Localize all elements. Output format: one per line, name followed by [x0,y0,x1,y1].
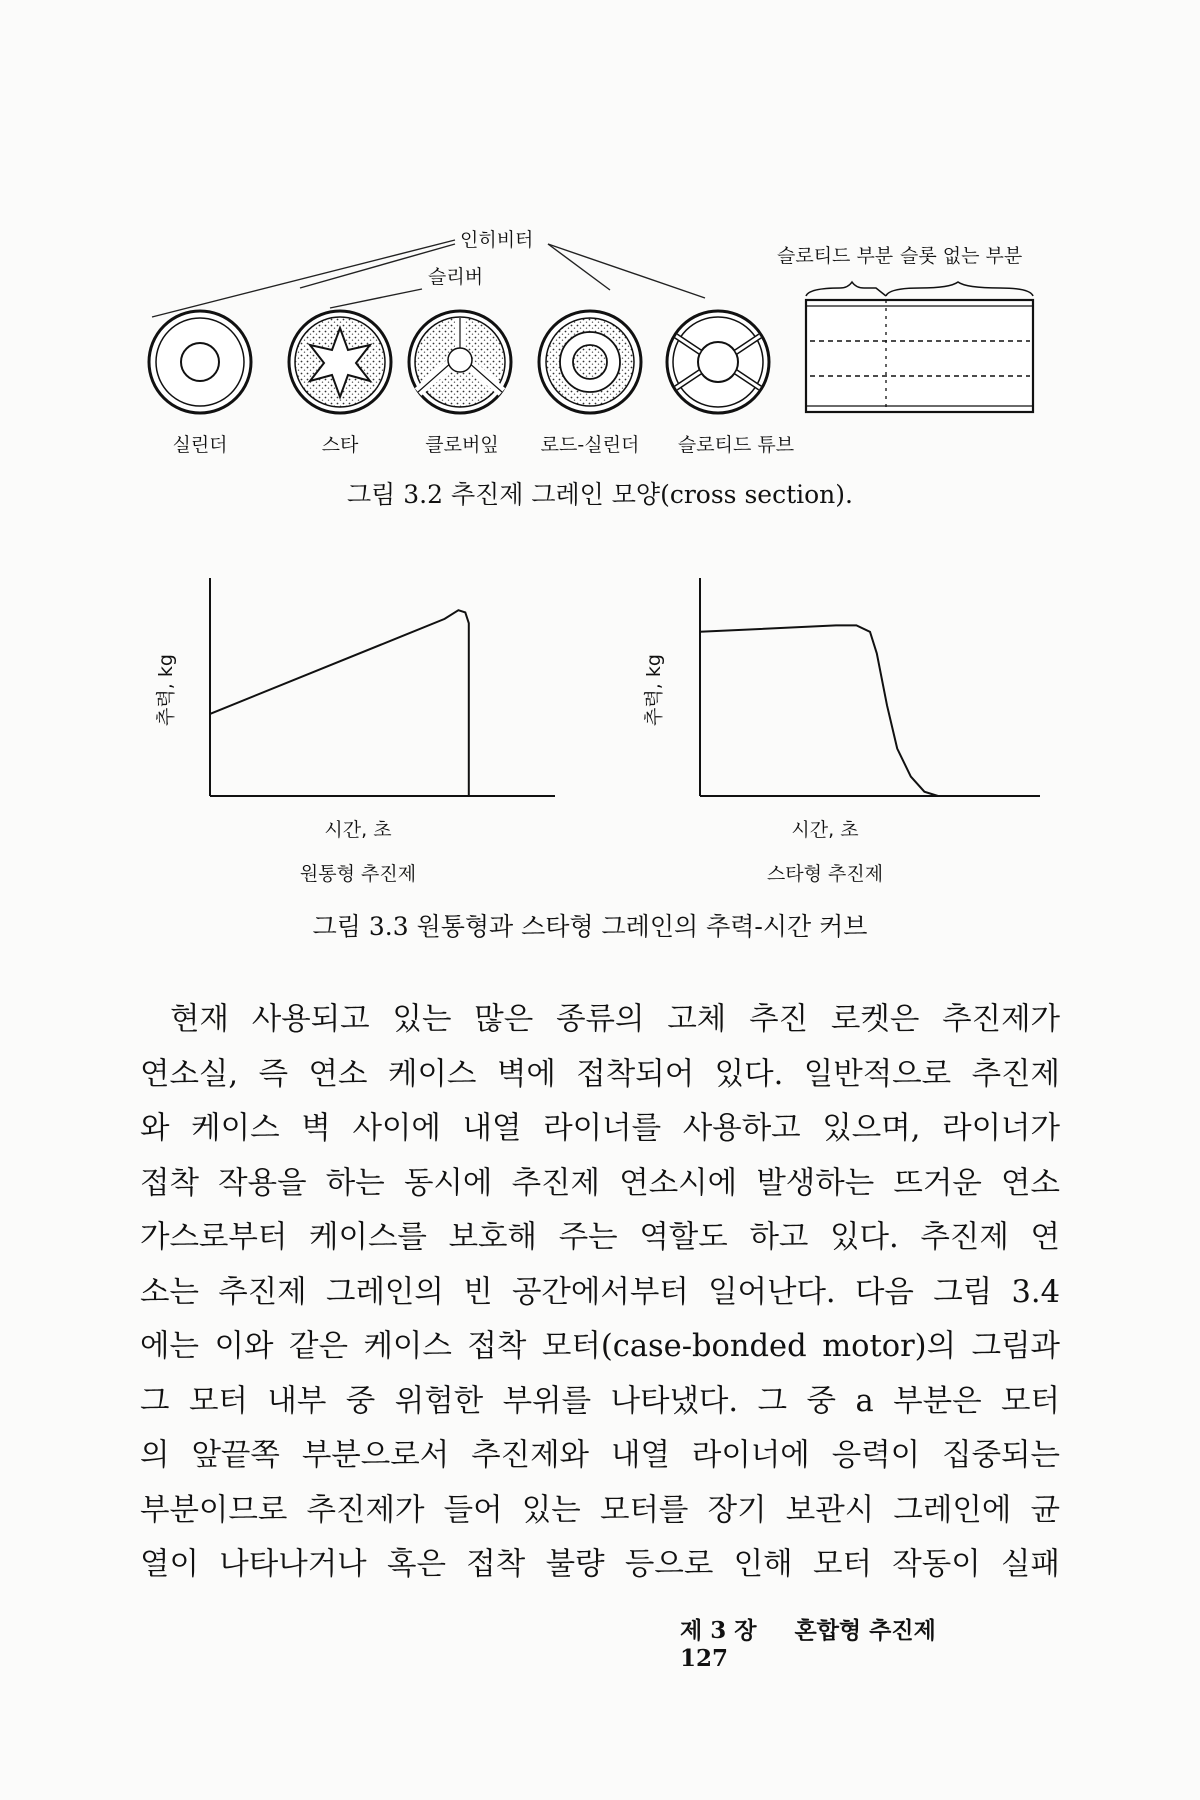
label-inhibitor: 인히비터 [460,229,534,251]
body-paragraph [140,993,1060,1593]
chart-2-thrust-curve [700,625,938,796]
figure-3-3-caption: 그림 3.3 원통형과 스타형 그레인의 추력-시간 커브 [312,912,868,941]
footer-chapter-title: 혼합형 추진제 [794,1617,936,1644]
shape-label-cloverleaf: 클로버잎 [425,434,499,456]
thrust-chart-cylindrical [155,578,555,885]
chart-2-xlabel: 시간, 초 [791,819,859,841]
body-line-7: 에는 이와 같은 케이스 접착 모터(case-bonded motor)의 그림과 [140,1329,1060,1364]
thrust-chart-star [643,578,1040,885]
body-line-9: 의 앞끝쪽 부분으로서 추진제와 내열 라이너에 응력이 집중되는 [140,1438,1060,1473]
chart-2-ylabel: 추력, kg [643,654,665,726]
label-slotted-part: 슬로티드 부분 [777,245,894,267]
body-line-4: 접착 작용을 하는 동시에 추진제 연소시에 발생하는 뜨거운 연소 [140,1165,1060,1201]
label-sliver: 슬리버 [428,266,484,288]
body-line-3: 와 케이스 벽 사이에 내열 라이너를 사용하고 있으며, 라이너가 [140,1111,1060,1146]
grain-cylinder [149,311,251,413]
body-line-6: 소는 추진제 그레인의 빈 공간에서부터 일어난다. 다음 그림 3.4 [140,1274,1060,1310]
footer-chapter: 제 3 장 [680,1617,757,1644]
figure-3-3 [155,578,1040,941]
figure-3-2 [149,228,1033,509]
body-line-5: 가스로부터 케이스를 보호해 주는 역할도 하고 있다. 추진제 연 [140,1220,1060,1255]
shape-label-cylinder: 실린더 [172,434,228,456]
body-line-8: 그 모터 내부 중 위험한 부위를 나타냈다. 그 중 a 부분은 모터 [140,1383,1060,1419]
grain-rod-cylinder [539,311,641,413]
body-line-2: 연소실, 즉 연소 케이스 벽에 접착되어 있다. 일반적으로 추진제 [140,1056,1060,1092]
shape-label-slotted-tube: 슬로티드 튜브 [677,434,795,456]
grain-star [289,311,391,413]
body-line-1: 현재 사용되고 있는 많은 종류의 고체 추진 로켓은 추진제가 [170,1002,1060,1037]
chart-1-title: 원통형 추진제 [299,863,417,885]
chart-2-title: 스타형 추진제 [766,863,884,885]
shape-label-rod-cylinder: 로드-실린더 [540,434,640,456]
grain-longitudinal-section [806,282,1033,412]
shape-label-star: 스타 [321,434,359,456]
grain-slotted-tube [667,311,769,413]
page-number: 127 [680,1645,729,1672]
figure-3-2-caption: 그림 3.2 추진제 그레인 모양(cross section). [347,480,853,509]
chart-1-xlabel: 시간, 초 [324,819,392,841]
page-footer [680,1612,1020,1672]
body-line-11: 열이 나타나거나 혹은 접착 불량 등으로 인해 모터 작동이 실패 [140,1547,1060,1582]
grain-cloverleaf [409,311,511,413]
chart-1-ylabel: 추력, kg [155,654,177,726]
chart-1-thrust-curve [210,610,469,796]
body-line-10: 부분이므로 추진제가 들어 있는 모터를 장기 보관시 그레인에 균 [140,1492,1060,1528]
label-no-slot-part: 슬롯 없는 부분 [900,245,1023,267]
